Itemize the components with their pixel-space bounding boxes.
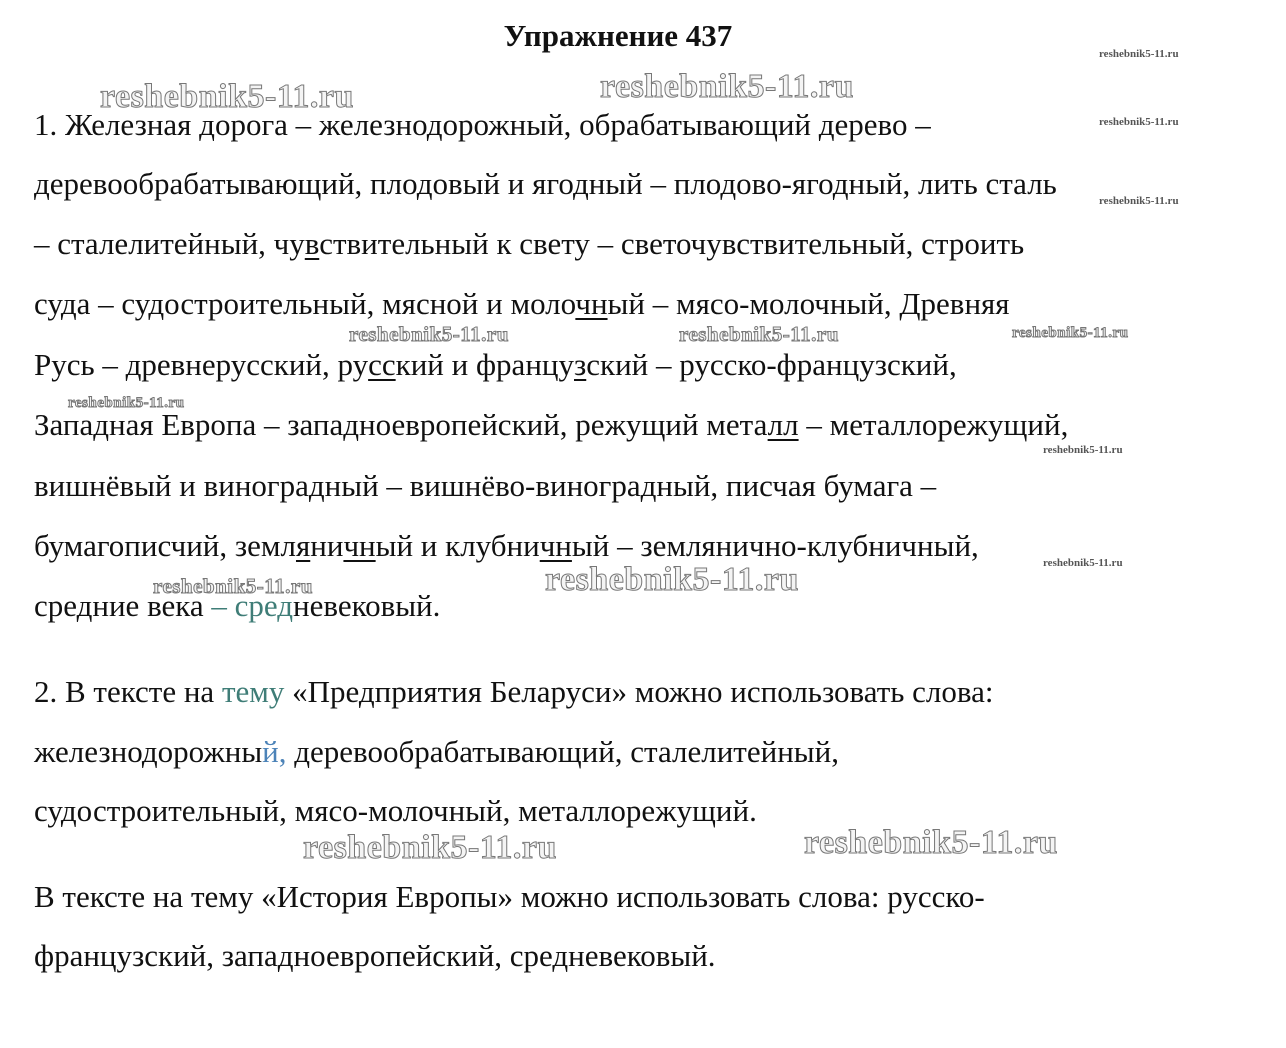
text-span: Западная Европа – западноевропейский, режущий мета: [34, 407, 768, 442]
watermark: reshebnik5-11.ru: [1099, 48, 1179, 60]
text-span: вишнёвый и виноградный – вишнёво-виноградный, писчая бумага –: [34, 468, 937, 503]
text-span: «Предприятия Беларуси» можно использовать слова:: [284, 674, 994, 709]
watermark: reshebnik5-11.ru: [1043, 444, 1123, 456]
text-line: [34, 791, 757, 831]
text-span: ый и клубни: [375, 528, 540, 563]
watermark: reshebnik5-11.ru: [600, 68, 854, 105]
highlighted-text: тему: [221, 674, 285, 709]
underlined-letters: чн: [575, 286, 608, 321]
watermark: reshebnik5-11.ru: [545, 561, 799, 598]
text-span: судостроительный, мясо-молочный, металлорежущий.: [34, 793, 757, 828]
text-span: деревообрабатывающий, плодовый и ягодный – плодово-ягодный, лить сталь: [34, 166, 1057, 201]
text-line: [34, 164, 1057, 204]
highlighted-text: – сред: [211, 588, 294, 623]
text-span: 2. В тексте на: [34, 674, 222, 709]
text-span: французский, западноевропейский, средневековый.: [34, 938, 716, 973]
watermark: reshebnik5-11.ru: [303, 829, 557, 866]
text-span: ый – мясо-молочный, Древняя: [607, 286, 1010, 321]
text-span: деревообрабатывающий, сталелитейный,: [286, 734, 839, 769]
watermark: reshebnik5-11.ru: [1012, 325, 1129, 341]
text-span: кий и францу: [395, 347, 574, 382]
text-span: ый – землянично-клубничный,: [571, 528, 979, 563]
text-line: [34, 732, 839, 772]
text-span: ский – русско-французский,: [586, 347, 957, 382]
text-span: – металлорежущий,: [798, 407, 1069, 442]
underlined-letters: чн: [539, 528, 572, 563]
text-span: В тексте на тему «История Европы» можно использовать слова: русско-: [34, 879, 985, 914]
watermark: reshebnik5-11.ru: [153, 574, 313, 598]
highlighted-text: й,: [262, 734, 287, 769]
text-span: железнодорожны: [34, 734, 263, 769]
text-span: – сталелитейный, чу: [34, 226, 305, 261]
text-line: [34, 936, 716, 976]
text-line: [34, 466, 936, 506]
watermark: reshebnik5-11.ru: [68, 395, 185, 411]
underlined-letter: в: [304, 226, 320, 261]
watermark: reshebnik5-11.ru: [1099, 116, 1179, 128]
text-span: 1. Железная дорога – железнодорожный, обрабатывающий дерево –: [34, 107, 931, 142]
text-span: невековый.: [293, 588, 441, 623]
text-line: [34, 877, 985, 917]
text-line: [34, 405, 1068, 445]
page-title: Упражнение 437: [503, 18, 733, 53]
underlined-letters: лл: [767, 407, 799, 442]
watermark: reshebnik5-11.ru: [1043, 557, 1123, 569]
text-span: Русь – древнерусский, ру: [34, 347, 369, 382]
underlined-letter: з: [574, 347, 587, 382]
watermark: reshebnik5-11.ru: [1099, 195, 1179, 207]
text-line: [34, 672, 993, 712]
underlined-letters: чн: [343, 528, 376, 563]
underlined-letters: сс: [368, 347, 396, 382]
text-span: ствительный к свету – светочувствительный, строить: [319, 226, 1025, 261]
watermark: reshebnik5-11.ru: [100, 78, 354, 115]
text-span: средние века: [34, 588, 212, 623]
text-span: ни: [310, 528, 344, 563]
watermark: reshebnik5-11.ru: [349, 322, 509, 346]
watermark: reshebnik5-11.ru: [804, 824, 1058, 861]
text-line: [34, 284, 1010, 324]
watermark: reshebnik5-11.ru: [679, 322, 839, 346]
text-span: бумагописчий, земл: [34, 528, 296, 563]
text-line: [34, 224, 1024, 264]
text-line: [34, 526, 979, 566]
underlined-letter: я: [295, 528, 311, 563]
text-line: [34, 345, 957, 385]
text-span: суда – судостроительный, мясной и моло: [34, 286, 576, 321]
